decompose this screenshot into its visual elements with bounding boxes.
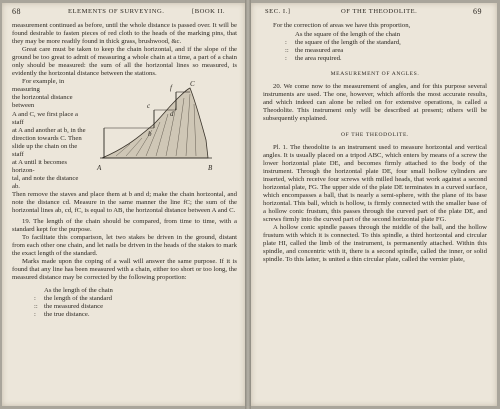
paragraph-marks: Marks made upon the coping of a wall will answer the same purpose. If it is found that any line has been measured with a chain, either too short or too long, the measured distance may be corrected by the following proportion: — [12, 258, 237, 282]
right-page — [251, 3, 497, 406]
example-line: at A and another at b, in the — [12, 126, 86, 134]
slope-chaining-figure — [96, 78, 226, 174]
proportion-line: : the square of the length of the standard, — [285, 39, 401, 47]
figure-label-d: d — [170, 110, 174, 119]
paragraph-19: 19. The length of the chain should be compared, from time to time, with a standard kept for the purpose. — [12, 218, 237, 234]
proportion-line: : the true distance. — [34, 310, 90, 318]
example-line: at A until it becomes horizon- — [12, 158, 67, 174]
section-reference: SEC. I.] — [265, 8, 291, 15]
left-page-body — [12, 22, 237, 319]
hill-outline — [102, 88, 208, 158]
example-line: the horizontal distance between — [12, 94, 73, 110]
paragraph-hills: Great care must be taken to keep the chain horizontal, and if the slope of the ground be too great to admit of measuring a whole chain at a time, a part of a chain only should be measured: the sum of all the horizontal lines so measured, is evidently the horizontal distance between the stations. — [12, 46, 237, 78]
example-block — [12, 78, 237, 191]
proportion-line: : the length of the standard — [34, 294, 112, 302]
proportion-line: As the length of the chain — [44, 286, 113, 294]
paragraph-continued: measurement continued as before, until the whole distance is passed over. It will be found desirable to fasten pieces of red cloth to the heads of the marking pins, that they may be more readily found in thick grass, brushwood, &c. — [12, 22, 237, 46]
figure-label-f: f — [170, 84, 172, 93]
page-number: 68 — [12, 7, 21, 16]
paragraph-example-rest: Then remove the staves and place them at b and d; make the chain horizontal, and note the distance cd. Measure in the same manner the line fC; the sum of the horizontal lines ab, cd, fC, is equal to AB, the horizontal distance between A and C. — [12, 190, 237, 215]
running-head: OF THE THEODOLITE. — [341, 8, 418, 15]
proportion-line: :: the measured area — [285, 47, 344, 55]
example-line: tal, and note the distance ab. — [12, 174, 79, 190]
example-text-column — [12, 78, 87, 191]
paragraph-area-intro: For the correction of areas we have this proportion, — [273, 22, 411, 29]
figure-label-B: B — [208, 164, 213, 173]
section-heading-angles: MEASUREMENT OF ANGLES. — [330, 71, 420, 78]
example-line: For example, in measuring — [12, 78, 65, 94]
left-page — [2, 3, 245, 406]
figure-label-b: b — [148, 130, 152, 139]
proportion-line: As the square of the length of the chain — [295, 31, 401, 39]
chain-proportion — [12, 287, 237, 319]
section-heading-theodolite: OF THE THEODOLITE. — [341, 131, 409, 138]
paragraph-spindle: A hollow conic spindle passes through the middle of the ball, and the hollow frustum with which it is connected. To this spindle, a third horizontal and circular plate HI, called the limb of the instrument, is permanently attached. Within this spindle, and concentric with it, there is a second spindle, called the inner, or solid spindle. To this latter, is united a thin circular plate, called the vernier plate, — [263, 224, 487, 264]
example-line: direction towards C. Then — [12, 134, 82, 142]
area-proportion — [263, 31, 487, 63]
proportion-line: : the area required. — [285, 55, 342, 63]
example-line: slide up the chain on the staff — [12, 142, 78, 158]
left-page-header — [2, 7, 245, 19]
proportion-line: :: the measured distance — [34, 302, 104, 310]
paragraph-pl1: Pl. 1. The theodolite is an instrument used to measure horizontal and vertical angles. It is usually placed on a tripod ABC, which enters by means of a screw the lower horizontal plate DE, and becomes firmly attached to the body of the instrument. Through the horizontal plate DE, four small hollow cylinders are inserted, which receive four screws with milled heads, that work against a second horizontal plate, FG. The upper side of the plate DE terminates in a curved surface, which encompasses a ball, that is nearly a semi-sphere, with the plane of its base horizontal. This ball, which is hollow, is firmly connected with the smaller base of a hollow conic frustum, this passes through the curved part of the plate DE, and screws firmly into the curved part of the second horizontal plate FG. — [263, 143, 487, 223]
example-line: A and C, we first place a staff — [12, 110, 78, 126]
page-number: 69 — [473, 7, 482, 16]
running-head: ELEMENTS OF SURVEYING. — [68, 8, 165, 15]
figure-label-A: A — [97, 164, 102, 173]
right-page-body — [263, 22, 487, 264]
paragraph-comparison: To facilitate this comparison, let two stakes be driven in the ground, distant from each other one chain, and let nails be driven in the heads of the stakes to mark the exact length of the standard. — [12, 234, 237, 258]
figure-label-c: c — [147, 102, 151, 111]
paragraph-20: 20. We come now to the measurement of angles, and for this purpose several instruments are used. The one, however, which affords the most accurate results, and which indeed can alone be relied on for extensive operations, is called a Theodolite. This instrument only will be described at present; others will be subsequently explained. — [263, 83, 487, 123]
figure-label-C: C — [190, 80, 195, 89]
right-page-header — [251, 7, 497, 19]
book-reference: [BOOK II. — [192, 8, 226, 15]
